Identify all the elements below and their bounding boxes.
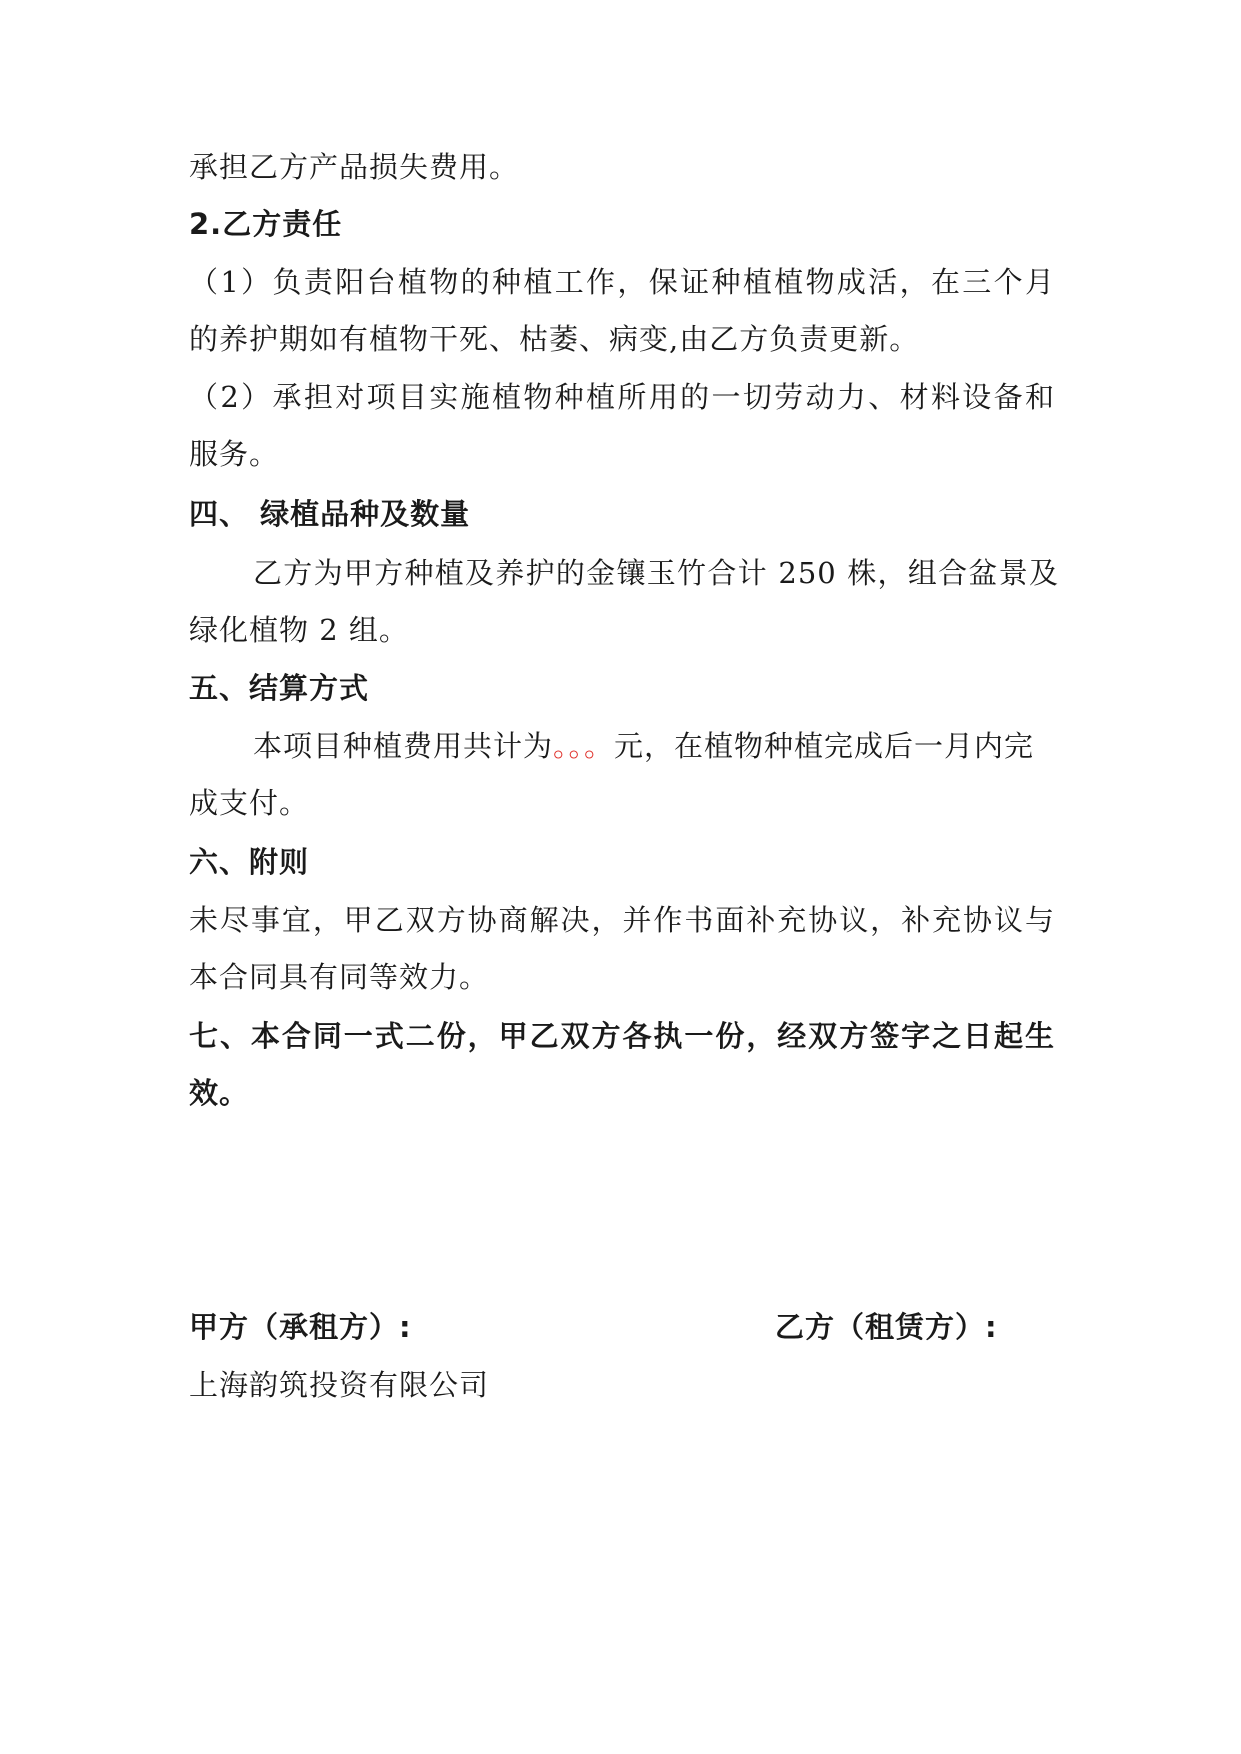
paragraph-line: 承担乙方产品损失费用。 — [189, 150, 520, 184]
section-heading-five: 五、结算方式 — [189, 671, 370, 705]
section-heading-seven: 七、本合同一式二份，甲乙双方各执一份，经双方签字之日起生 — [189, 1019, 1055, 1053]
signature-party-b-label: 乙方（租赁方）: — [775, 1310, 998, 1344]
payment-paragraph-line — [253, 726, 1059, 766]
section-heading-seven-cont: 效。 — [189, 1076, 250, 1110]
section-heading-six: 六、附则 — [189, 845, 310, 879]
paragraph-line: 本合同具有同等效力。 — [189, 960, 490, 994]
paragraph-line: 乙方为甲方种植及养护的金镶玉竹合计 250 株，组合盆景及 — [253, 556, 1059, 590]
signature-party-a-label: 甲方（承租方）: — [189, 1310, 412, 1344]
company-name: 上海韵筑投资有限公司 — [189, 1368, 490, 1402]
payment-text-end: 元，在植物种植完成后一月内完 — [614, 729, 1035, 763]
amount-placeholder: 。。。 — [553, 729, 615, 763]
section-heading-party-b: 2.乙方责任 — [189, 207, 343, 241]
paragraph-line: 未尽事宜，甲乙双方协商解决，并作书面补充协议，补充协议与 — [189, 903, 1055, 937]
paragraph-line: 服务。 — [189, 437, 280, 471]
payment-text-start: 本项目种植费用共计为 — [253, 729, 554, 763]
paragraph-line: 的养护期如有植物干死、枯萎、病变,由乙方负责更新。 — [189, 322, 920, 356]
paragraph-line: 成支付。 — [189, 786, 310, 820]
paragraph-line: （2）承担对项目实施植物种植所用的一切劳动力、材料设备和 — [189, 380, 1055, 414]
paragraph-line: 绿化植物 2 组。 — [189, 613, 409, 647]
section-heading-four: 四、 绿植品种及数量 — [189, 497, 471, 531]
paragraph-line: （1）负责阳台植物的种植工作，保证种植植物成活，在三个月 — [189, 265, 1055, 299]
